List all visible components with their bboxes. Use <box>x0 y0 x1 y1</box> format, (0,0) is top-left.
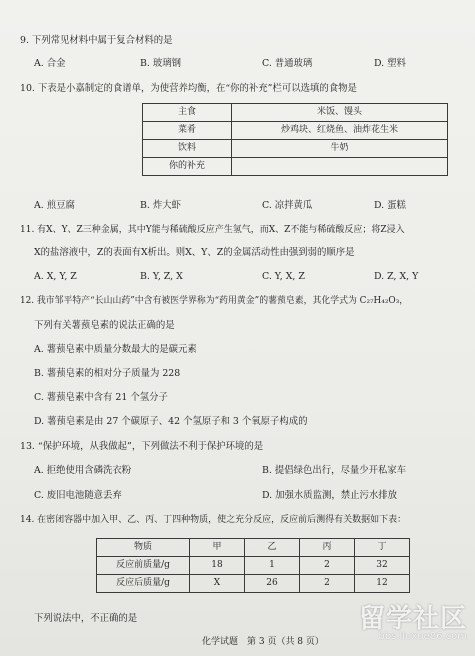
table-cell: 反应前质量/g <box>97 557 190 575</box>
table-cell: 牛奶 <box>232 140 448 158</box>
table-cell: 2 <box>300 557 355 575</box>
q9-option-d: D. 塑料 <box>374 58 406 69</box>
table-cell <box>232 158 448 176</box>
table-cell: 炒鸡块、红烧鱼、油炸花生米 <box>232 122 448 140</box>
table-row <box>143 140 448 158</box>
table-row <box>143 122 448 140</box>
q11-option-d: D. Z, X, Y <box>374 271 419 282</box>
q12-option-b: B. 薯蓣皂素的相对分子质量为 228 <box>34 368 181 379</box>
q10-option-b: B. 炸大虾 <box>140 200 181 211</box>
q13-option-b: B. 提倡绿色出行，尽量少开私家车 <box>262 465 407 476</box>
table-row <box>97 557 410 575</box>
table-cell: 26 <box>245 575 300 593</box>
q9-option-b: B. 玻璃钢 <box>140 58 181 69</box>
table-header-cell: 丁 <box>355 539 410 557</box>
table-row <box>143 158 448 176</box>
q10-option-c: C. 凉拌黄瓜 <box>262 200 313 211</box>
watermark-brand: 留学社区 <box>358 604 467 634</box>
q12-option-a: A. 薯蓣皂素中质量分数最大的是碳元素 <box>34 344 197 355</box>
page-footer: 化学试题 第 3 页（共 8 页） <box>202 637 324 647</box>
table-cell: 32 <box>355 557 410 575</box>
table-row <box>97 539 410 557</box>
q9-option-c: C. 普通玻璃 <box>262 58 313 69</box>
table-cell: X <box>190 575 245 593</box>
q13-option-c: C. 废旧电池随意丢弃 <box>34 490 122 501</box>
q9-stem: 9. 下列常见材料中属于复合材料的是 <box>20 35 173 46</box>
q14-data-table <box>96 538 410 593</box>
q14-followup: 下列说法中，不正确的是 <box>34 613 138 624</box>
table-cell: 12 <box>355 575 410 593</box>
q10-option-a: A. 煎豆腐 <box>34 200 75 211</box>
q12-option-d: D. 薯蓣皂素是由 27 个碳原子、42 个氢原子和 3 个氧原子构成的 <box>34 416 308 427</box>
q11-option-b: B. Y, Z, X <box>140 271 183 282</box>
q14-stem: 14. 在密闭容器中加入甲、乙、丙、丁四种物质，使之充分反应，反应前后测得有关数据如下表： <box>20 515 407 525</box>
q13-stem: 13. “保护环境，从我做起”，下列做法不利于保护环境的是 <box>20 441 264 452</box>
watermark-url: bbs.liuxue86.com <box>378 631 467 642</box>
q11-option-c: C. Y, X, Z <box>262 271 305 282</box>
watermark <box>359 606 467 642</box>
q10-stem: 10. 下表是小嘉制定的食谱单，为使营养均衡，在“你的补充”栏可以选填的食物是 <box>20 83 357 94</box>
q10-option-d: D. 蛋糕 <box>374 200 406 211</box>
q13-option-d: D. 加强水质监测，禁止污水排放 <box>262 490 398 501</box>
table-cell: 2 <box>300 575 355 593</box>
table-header-cell: 乙 <box>245 539 300 557</box>
q11-line1: 11. 有X、Y、Z三种金属，其中Y能与稀硫酸反应产生氢气，而X、Z不能与稀硫酸反应；将Z浸入 <box>20 225 405 235</box>
q11-option-a: A. X, Y, Z <box>34 271 77 282</box>
table-header-cell: 甲 <box>190 539 245 557</box>
q10-menu-table <box>142 103 448 176</box>
q11-line2: X的盐溶液中，Z的表面有X析出。则X、Y、Z的金属活动性由强到弱的顺序是 <box>34 247 355 258</box>
q9-option-a: A. 合金 <box>34 58 66 69</box>
table-cell: 1 <box>245 557 300 575</box>
table-cell: 饮料 <box>143 140 232 158</box>
q12-option-c: C. 薯蓣皂素中含有 21 个氢分子 <box>34 392 168 403</box>
table-cell: 主食 <box>143 104 232 122</box>
table-cell: 菜肴 <box>143 122 232 140</box>
q12-line1: 12. 我市邹平特产“长山山药”中含有被医学界称为“药用黄金”的薯蓣皂素，其化学式为 C₂₇H₄₂O₃， <box>20 296 409 306</box>
table-header-cell: 丙 <box>300 539 355 557</box>
q12-line2: 下列有关薯蓣皂素的说法正确的是 <box>34 320 175 331</box>
table-header-cell: 物质 <box>97 539 190 557</box>
table-row <box>143 104 448 122</box>
table-cell: 18 <box>190 557 245 575</box>
table-cell: 反应后质量/g <box>97 575 190 593</box>
table-cell: 米饭、馒头 <box>232 104 448 122</box>
table-cell: 你的补充 <box>143 158 232 176</box>
table-row <box>97 575 410 593</box>
q13-option-a: A. 拒绝使用含磷洗衣粉 <box>34 465 132 476</box>
